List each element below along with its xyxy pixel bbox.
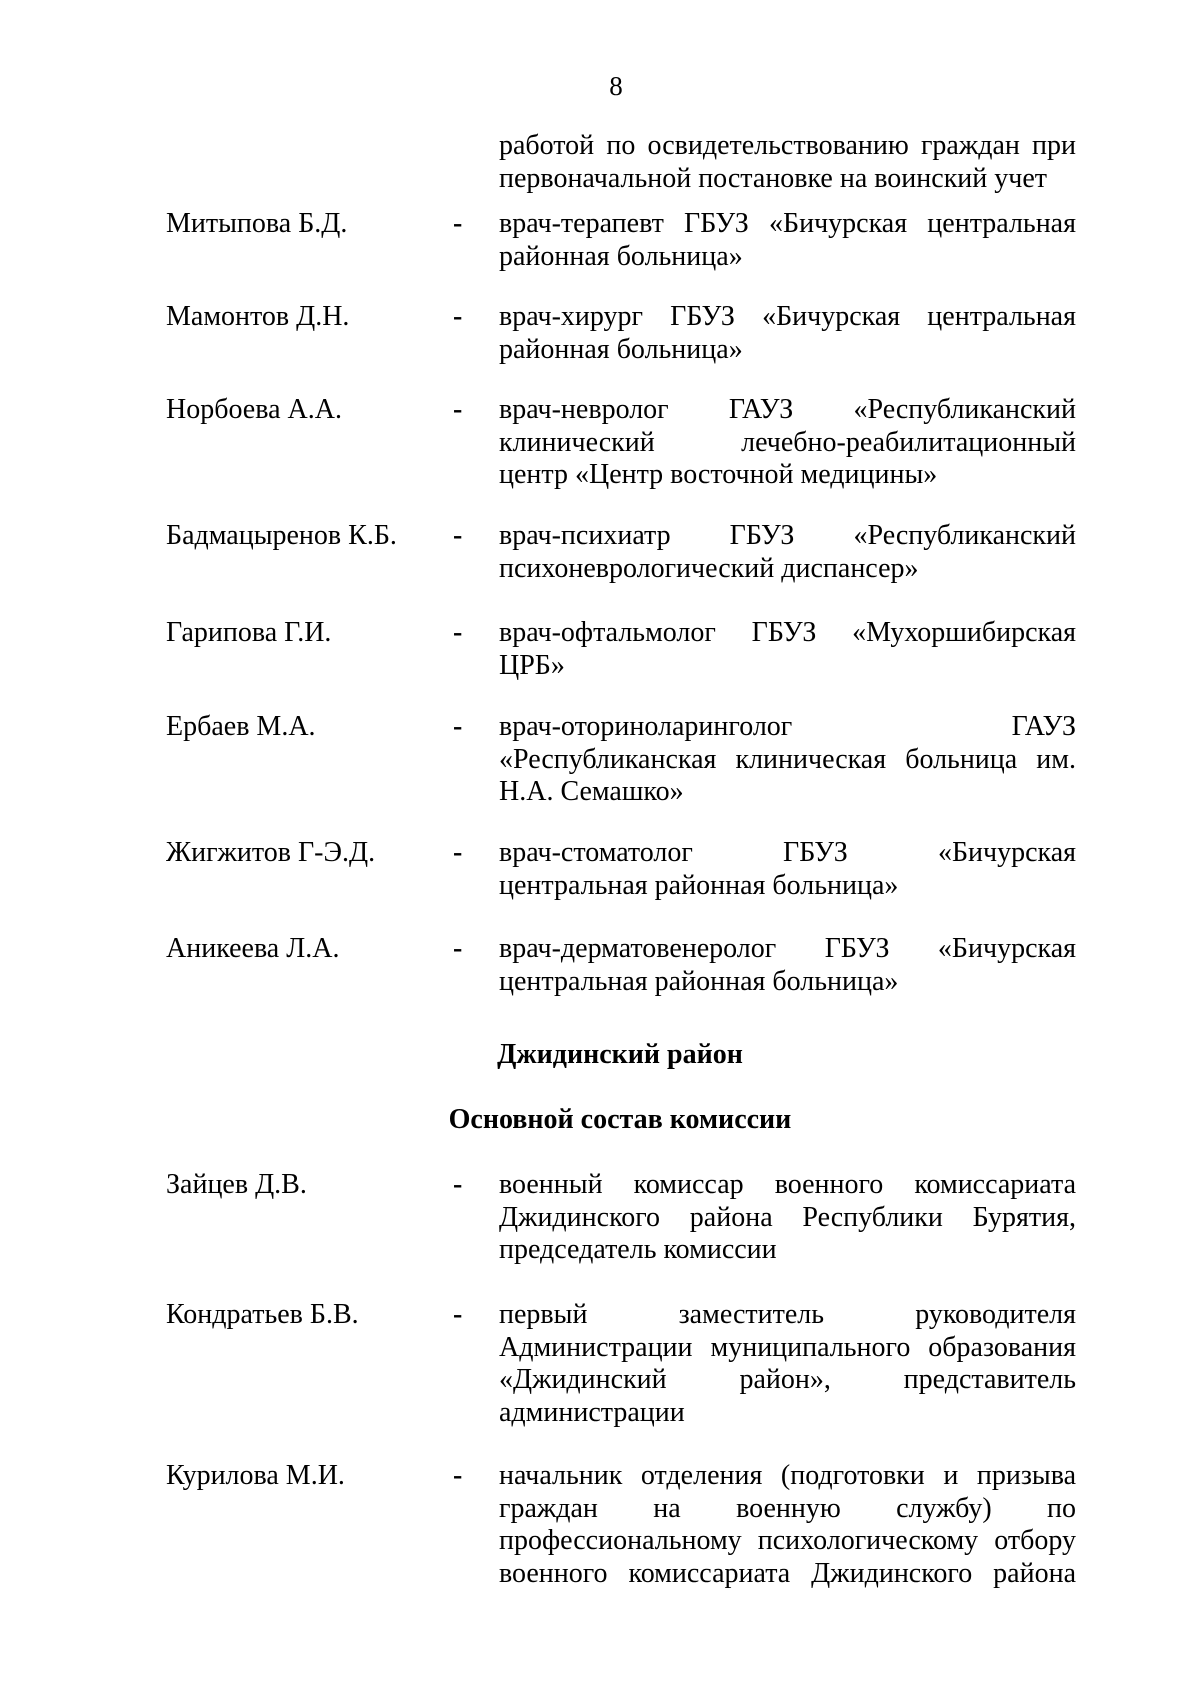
description-line: врач-стоматолог ГБУЗ «Бичурская: [499, 837, 1076, 868]
description-line: клинический лечебно-реабилитационный: [499, 426, 1076, 458]
member-description: [499, 394, 1076, 492]
member-description: [499, 208, 1076, 273]
description-line: центральная районная больница»: [499, 965, 899, 997]
description-line: врач-офтальмолог ГБУЗ «Мухоршибирская: [499, 617, 1076, 648]
description-line: врач-оториноларинголог ГАУЗ: [499, 711, 1076, 742]
intro-line: первоначальной постановке на воинский учет: [499, 162, 1048, 194]
dash-separator: -: [453, 1299, 463, 1330]
description-line: врач-психиатр ГБУЗ «Республиканский: [499, 520, 1076, 551]
member-name: Аникеева Л.А.: [166, 933, 340, 964]
member-name: Жигжитов Г-Э.Д.: [166, 837, 376, 868]
description-line: председатель комиссии: [499, 1234, 777, 1265]
description-line: первый заместитель руководителя: [499, 1299, 1076, 1330]
description-line: «Республиканская клиническая больница им.: [499, 743, 1076, 775]
dash-separator: -: [453, 1169, 463, 1200]
member-description: [499, 1299, 1076, 1429]
commission-heading: Основной состав комиссии: [448, 1104, 792, 1135]
description-line: районная больница»: [499, 240, 743, 272]
member-name: Ербаев М.А.: [166, 711, 316, 742]
description-line: граждан на военную службу) по: [499, 1492, 1076, 1524]
dash-separator: -: [453, 1460, 463, 1491]
member-name: Гарипова Г.И.: [166, 617, 332, 648]
member-description: [499, 617, 1076, 682]
member-description: [499, 933, 1076, 998]
dash-separator: -: [453, 933, 463, 964]
intro-paragraph: [499, 130, 1076, 195]
description-line: начальник отделения (подготовки и призыва: [499, 1460, 1076, 1491]
dash-separator: -: [453, 301, 463, 332]
description-line: Джидинского района Республики Бурятия,: [499, 1201, 1076, 1233]
district-heading: Джидинский район: [497, 1039, 743, 1070]
description-line: центральная районная больница»: [499, 869, 899, 901]
description-line: врач-хирург ГБУЗ «Бичурская центральная: [499, 301, 1076, 332]
description-line: военного комиссариата Джидинского района: [499, 1557, 1076, 1589]
member-name: Зайцев Д.В.: [166, 1169, 307, 1200]
dash-separator: -: [453, 617, 463, 648]
member-description: [499, 1169, 1076, 1267]
description-line: «Джидинский район», представитель: [499, 1364, 1076, 1395]
member-name: Кондратьев Б.В.: [166, 1299, 359, 1330]
member-description: [499, 520, 1076, 585]
dash-separator: -: [453, 711, 463, 742]
member-description: [499, 301, 1076, 366]
description-line: психоневрологический диспансер»: [499, 552, 919, 584]
description-line: профессиональному психологическому отбору: [499, 1525, 1076, 1556]
page-number: 8: [609, 71, 623, 101]
description-line: врач-невролог ГАУЗ «Республиканский: [499, 394, 1076, 425]
member-description: [499, 711, 1076, 809]
intro-line: работой по освидетельствованию граждан при: [499, 130, 1076, 161]
dash-separator: -: [453, 208, 463, 239]
member-name: Митыпова Б.Д.: [166, 208, 348, 239]
member-name: Бадмацыренов К.Б.: [166, 520, 397, 551]
dash-separator: -: [453, 837, 463, 868]
member-description: [499, 837, 1076, 902]
description-line: администрации: [499, 1396, 685, 1428]
description-line: врач-дерматовенеролог ГБУЗ «Бичурская: [499, 933, 1076, 964]
description-line: врач-терапевт ГБУЗ «Бичурская центральная: [499, 208, 1076, 239]
member-name: Мамонтов Д.Н.: [166, 301, 350, 332]
description-line: военный комиссар военного комиссариата: [499, 1169, 1076, 1200]
description-line: центр «Центр восточной медицины»: [499, 459, 938, 490]
description-line: районная больница»: [499, 333, 743, 365]
dash-separator: -: [453, 520, 463, 551]
description-line: Администрации муниципального образования: [499, 1331, 1076, 1363]
dash-separator: -: [453, 394, 463, 425]
member-name: Курилова М.И.: [166, 1460, 345, 1491]
member-name: Норбоева А.А.: [166, 394, 342, 425]
description-line: ЦРБ»: [499, 649, 565, 681]
member-description: [499, 1460, 1076, 1590]
description-line: Н.А. Семашко»: [499, 776, 684, 807]
